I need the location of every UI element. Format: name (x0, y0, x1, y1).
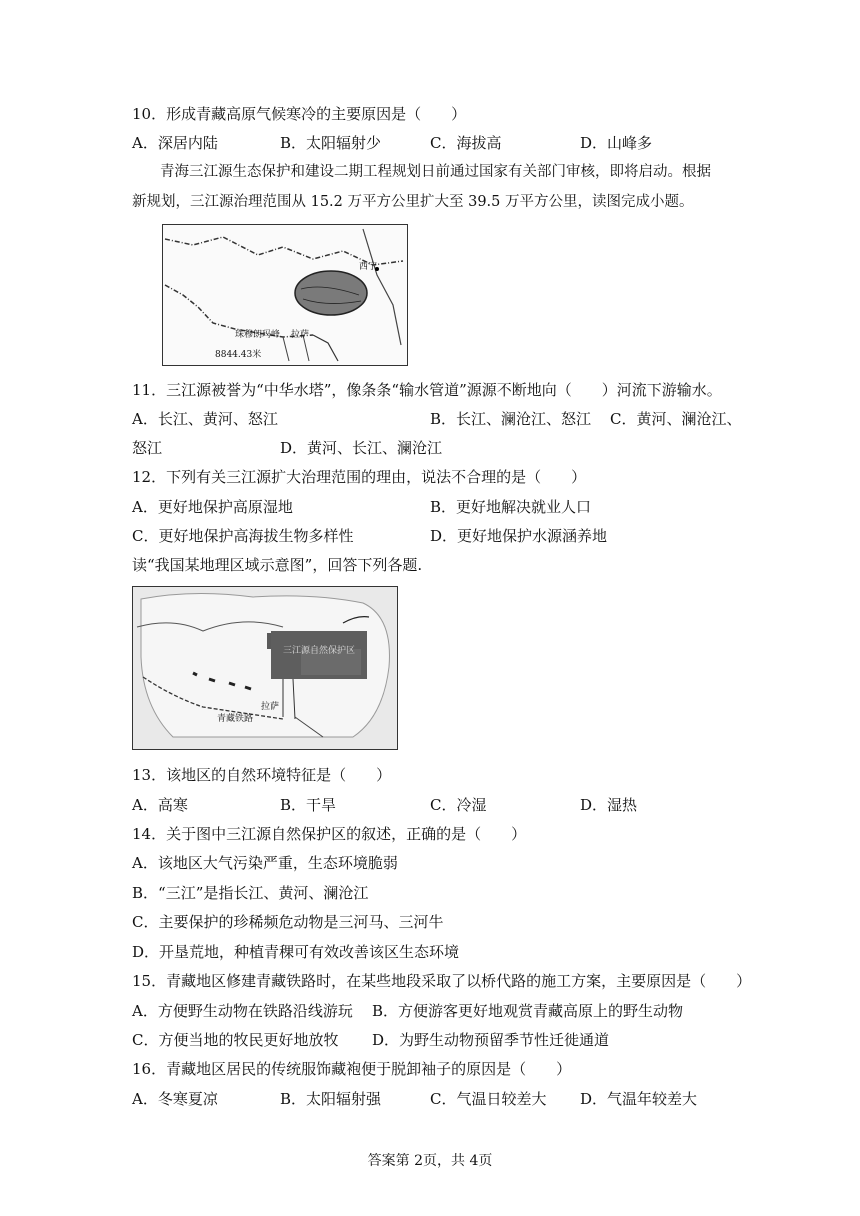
q10-option-a: A．深居内陆 (132, 134, 218, 152)
q16-option-c: C．气温日较差大 (430, 1090, 547, 1108)
q14-option-b: B．“三江”是指长江、黄河、澜沧江 (132, 884, 369, 902)
q16-stem: 16．青藏地区居民的传统服饰藏袍便于脱卸袖子的原因是（ ） (132, 1060, 572, 1078)
q10-option-c: C．海拔高 (430, 134, 502, 152)
map2-label-region: 三江源自然保护区 (283, 646, 356, 656)
q10-option-d: D．山峰多 (580, 134, 653, 152)
q15-option-d: D．为野生动物预留季节性迁徙通道 (372, 1031, 610, 1049)
map1-label-lhasa: 拉萨 (291, 330, 310, 340)
q13-option-c: C．冷湿 (430, 796, 487, 814)
q16-option-a: A．冬寒夏凉 (132, 1090, 218, 1108)
q12-option-b: B．更好地解决就业人口 (430, 498, 592, 516)
q15-option-b: B．方便游客更好地观赏青藏高原上的野生动物 (372, 1002, 684, 1020)
map-regional-diagram (132, 586, 398, 750)
q16-option-b: B．太阳辐射强 (280, 1090, 382, 1108)
page-footer: 答案第 2页，共 4页 (367, 1153, 493, 1169)
passage1-line2: 新规划，三江源治理范围从 15.2 万平方公里扩大至 39.5 万平方公里，读图完成小题。 (132, 194, 694, 210)
q11-option-c-continued: 怒江 (132, 439, 163, 457)
q12-option-a: A．更好地保护高原湿地 (132, 498, 293, 516)
q11-option-a: A．长江、黄河、怒江 (132, 410, 278, 428)
map2-drawing (133, 587, 397, 749)
q13-option-b: B．干旱 (280, 796, 337, 814)
q10-option-b: B．太阳辐射少 (280, 134, 382, 152)
q13-option-a: A．高寒 (132, 796, 188, 814)
map1-label-peak: 珠穆朗玛峰 (235, 330, 281, 340)
q11-stem: 11．三江源被誉为“中华水塔”，像条条“输水管道”源源不断地向（ ）河流下游输水。 (132, 381, 722, 399)
q12-option-d: D．更好地保护水源涵养地 (430, 527, 608, 545)
q15-option-a: A．方便野生动物在铁路沿线游玩 (132, 1002, 353, 1020)
q12-stem: 12．下列有关三江源扩大治理范围的理由，说法不合理的是（ ） (132, 468, 587, 486)
q10-stem: 10．形成青藏高原气候寒冷的主要原因是（ ） (132, 105, 467, 123)
q11-option-d: D．黄河、长江、澜沧江 (280, 439, 443, 457)
sanjiangyuan-area (295, 271, 367, 315)
q13-option-d: D．湿热 (580, 796, 638, 814)
q15-option-c: C．方便当地的牧民更好地放牧 (132, 1031, 339, 1049)
q14-option-a: A．该地区大气污染严重，生态环境脆弱 (132, 854, 398, 872)
map-sanjiangyuan-region (162, 224, 408, 366)
map2-label-railway: 青藏铁路 (217, 714, 254, 724)
q15-stem: 15．青藏地区修建青藏铁路时，在某些地段采取了以桥代路的施工方案，主要原因是（ ） (132, 972, 752, 990)
q11-option-c: C．黄河、澜沧江、 (610, 410, 742, 428)
passage2-text: 读“我国某地理区域示意图”，回答下列各题. (132, 556, 423, 574)
q11-option-b: B．长江、澜沧江、怒江 (430, 410, 592, 428)
map1-label-city: 西宁 (359, 262, 378, 272)
q14-stem: 14．关于图中三江源自然保护区的叙述，正确的是（ ） (132, 825, 527, 843)
q13-stem: 13．该地区的自然环境特征是（ ） (132, 766, 392, 784)
map1-drawing (163, 225, 407, 365)
q12-option-c: C．更好地保护高海拔生物多样性 (132, 527, 354, 545)
map1-label-height: 8844.43米 (215, 350, 262, 360)
q16-option-d: D．气温年较差大 (580, 1090, 698, 1108)
q14-option-d: D．开垦荒地，种植青稞可有效改善该区生态环境 (132, 943, 460, 961)
passage1-line1: 青海三江源生态保护和建设二期工程规划日前通过国家有关部门审核，即将启动。根据 (160, 164, 711, 180)
map2-label-lhasa: 拉萨 (261, 702, 280, 712)
q14-option-c: C．主要保护的珍稀频危动物是三河马、三河牛 (132, 913, 444, 931)
